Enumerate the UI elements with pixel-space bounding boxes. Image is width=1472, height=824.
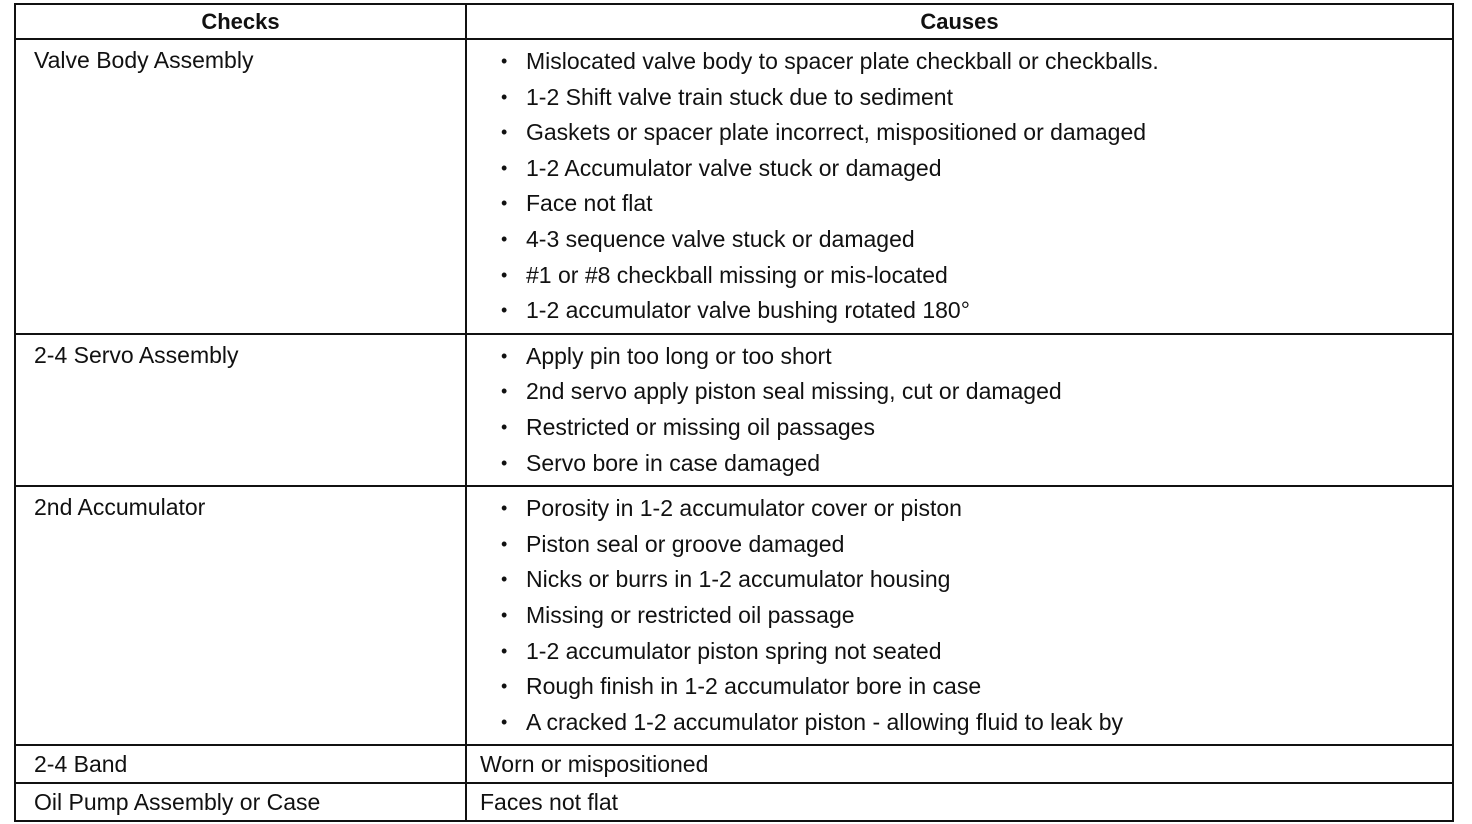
cause-item [501,151,1452,187]
bullet-icon: • [501,533,508,554]
cause-item [501,705,1452,741]
cause-list [467,40,1452,333]
cause-text: 4-3 sequence valve stuck or damaged [526,225,915,252]
cause-text: Apply pin too long or too short [526,342,832,369]
bullet-icon: • [501,569,508,590]
bullet-icon: • [501,381,508,402]
table-row [15,334,1453,486]
cause-item [501,222,1452,258]
cause-text: Porosity in 1-2 accumulator cover or piston [526,495,962,522]
cause-text: #1 or #8 checkball missing or mis-located [526,261,948,288]
check-cell: 2-4 Band [15,745,466,783]
cause-text: Rough finish in 1-2 accumulator bore in case [526,673,982,700]
checks-header: Checks [15,4,466,39]
table-row [15,783,1453,821]
cause-item [501,258,1452,294]
cause-list [467,335,1452,485]
diagnosis-table [14,3,1454,822]
cause-text: Servo bore in case damaged [526,449,821,476]
cause-item [501,339,1452,375]
cause-item [501,527,1452,563]
bullet-icon: • [501,86,508,107]
cause-item [501,44,1452,80]
cause-text: 1-2 accumulator valve bushing rotated 180° [526,297,970,324]
cause-item [501,634,1452,670]
bullet-icon: • [501,711,508,732]
cause-item [501,186,1452,222]
cause-text: Face not flat [526,190,653,217]
cause-item [501,374,1452,410]
bullet-icon: • [501,228,508,249]
bullet-icon: • [501,676,508,697]
cause-item [501,115,1452,151]
causes-cell [466,39,1453,334]
cause-text: Worn or mispositioned [466,745,1453,783]
bullet-icon: • [501,122,508,143]
cause-text: Restricted or missing oil passages [526,413,875,440]
cause-item [501,598,1452,634]
cause-text: Gaskets or spacer plate incorrect, mispositioned or damaged [526,119,1147,146]
table-row [15,486,1453,745]
bullet-icon: • [501,452,508,473]
cause-item [501,491,1452,527]
bullet-icon: • [501,498,508,519]
causes-cell [466,334,1453,486]
table-row [15,39,1453,334]
cause-text: Mislocated valve body to spacer plate checkball or checkballs. [526,48,1159,74]
header-row [15,4,1453,39]
cause-text: Faces not flat [466,783,1453,821]
cause-text: Nicks or burrs in 1-2 accumulator housing [526,566,951,593]
cause-item [501,669,1452,705]
bullet-icon: • [501,416,508,437]
cause-text: 2nd servo apply piston seal missing, cut or damaged [526,378,1062,405]
cause-text: Missing or restricted oil passage [526,601,855,628]
causes-header: Causes [466,4,1453,39]
check-cell: 2nd Accumulator [15,486,466,745]
cause-item [501,446,1452,482]
bullet-icon: • [501,640,508,661]
bullet-icon: • [501,51,508,71]
cause-text: A cracked 1-2 accumulator piston - allowing fluid to leak by [526,708,1124,735]
bullet-icon: • [501,193,508,214]
causes-cell [466,486,1453,745]
check-cell: 2-4 Servo Assembly [15,334,466,486]
cause-list [467,487,1452,744]
check-cell: Oil Pump Assembly or Case [15,783,466,821]
cause-item [501,293,1452,329]
bullet-icon: • [501,345,508,366]
cause-text: Piston seal or groove damaged [526,530,845,557]
bullet-icon: • [501,604,508,625]
cause-item [501,80,1452,116]
cause-item [501,410,1452,446]
cause-text: 1-2 Shift valve train stuck due to sediment [526,83,953,110]
cause-text: 1-2 accumulator piston spring not seated [526,637,942,664]
cause-text: 1-2 Accumulator valve stuck or damaged [526,154,942,181]
bullet-icon: • [501,264,508,285]
check-cell: Valve Body Assembly [15,39,466,334]
table-row [15,745,1453,783]
cause-item [501,562,1452,598]
bullet-icon: • [501,300,508,321]
bullet-icon: • [501,157,508,178]
